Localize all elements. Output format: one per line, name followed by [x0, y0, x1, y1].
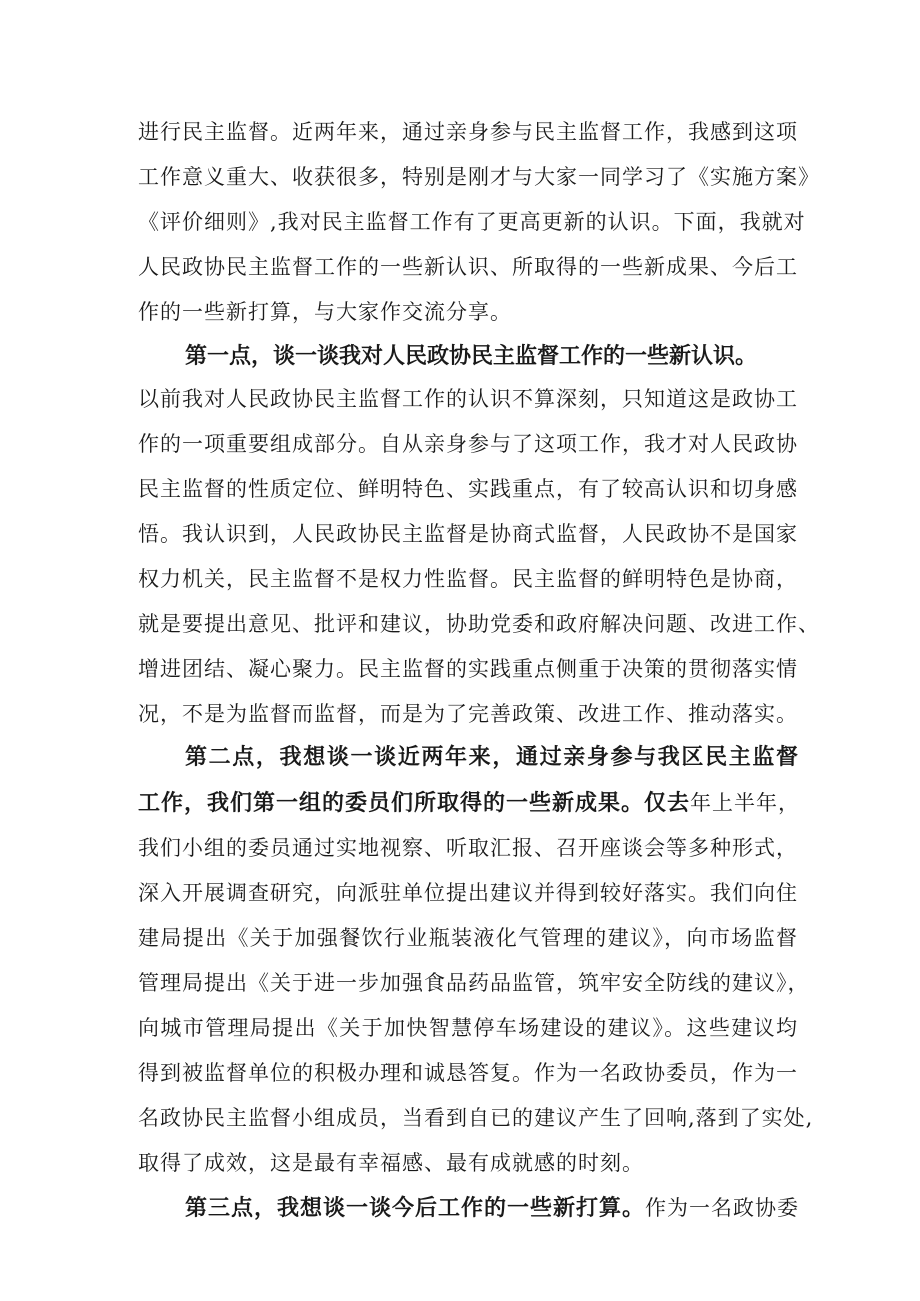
section-heading-rest: 作为一名政协委 [645, 1196, 800, 1220]
text-line: 作的一些新打算，与大家作交流分享。 [138, 300, 512, 324]
text-line: 我们小组的委员通过实地视察、听取汇报、召开座谈会等多种形式， [138, 836, 798, 860]
text-line: 名政协民主监督小组成员，当看到自已的建议产生了回响,落到了实处, [138, 1106, 814, 1130]
section-heading: 第一点，谈一谈我对人民政协民主监督工作的一些新认识。 [185, 344, 758, 369]
text-line: 人民政协民主监督工作的一些新认识、所取得的一些新成果、今后工 [138, 255, 798, 279]
text-line: 以前我对人民政协民主监督工作的认识不算深刻，只知道这是政协工 [138, 387, 798, 411]
text-line: 工作意义重大、收获很多，特别是刚才与大家一同学习了《实施方案》 [138, 165, 820, 189]
text-line: 况，不是为监督而监督，而是为了完善政策、改进工作、推动落实。 [138, 702, 798, 726]
section-heading-bold: 第三点，我想谈一谈今后工作的一些新打算。 [185, 1196, 646, 1221]
text-line: 管理局提出《关于进一步加强食品药品监管，筑牢安全防线的建议》， [138, 971, 810, 995]
text-line: 就是要提出意见、批评和建议，协助党委和政府解决问题、改进工作、 [138, 612, 820, 636]
section-heading-bold: 工作，我们第一组的委员们所取得的一些新成果。仅去 [138, 791, 691, 816]
section-heading-rest: 年上半年， [690, 791, 801, 815]
text-line: 悟。我认识到，人民政协民主监督是协商式监督，人民政协不是国家 [138, 522, 798, 546]
text-line: 得到被监督单位的积极办理和诚恳答复。作为一名政协委员，作为一 [138, 1061, 798, 1085]
text-line: 增进团结、凝心聚力。民主监督的实践重点侧重于决策的贯彻落实情 [138, 657, 798, 681]
text-line: 深入开展调查研究，向派驻单位提出建议并得到较好落实。我们向住 [138, 881, 798, 905]
text-line: 民主监督的性质定位、鲜明特色、实践重点，有了较高认识和切身感 [138, 477, 798, 501]
text-line: 取得了成效，这是最有幸福感、最有成就感的时刻。 [138, 1151, 644, 1175]
section-heading-line [138, 783, 801, 823]
text-line: 作的一项重要组成部分。自从亲身参与了这项工作，我才对人民政协 [138, 432, 798, 456]
section-heading-line [185, 1188, 798, 1228]
text-line: 建局提出《关于加强餐饮行业瓶装液化气管理的建议》，向市场监督 [138, 926, 798, 950]
text-line: 进行民主监督。近两年来，通过亲身参与民主监督工作，我感到这项 [138, 120, 798, 144]
section-heading: 第二点，我想谈一谈近两年来，通过亲身参与我区民主监督 [185, 745, 798, 770]
text-line: 权力机关，民主监督不是权力性监督。民主监督的鲜明特色是协商， [138, 567, 798, 591]
text-line: 向城市管理局提出《关于加快智慧停车场建设的建议》。这些建议均 [138, 1016, 798, 1040]
text-line: 《评价细则》,我对民主监督工作有了更高更新的认识。下面，我就对 [138, 210, 806, 234]
